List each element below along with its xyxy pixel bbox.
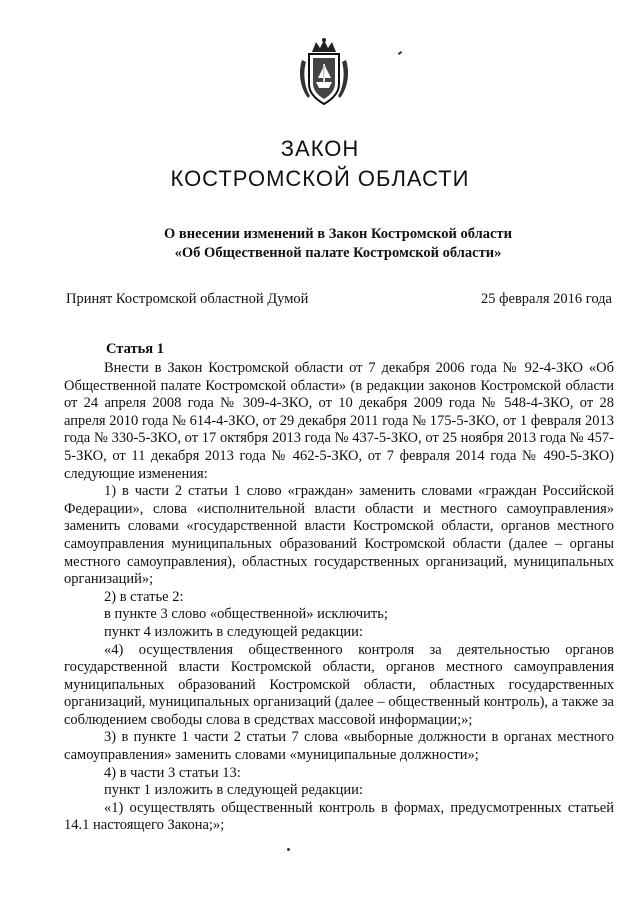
adoption-date: 25 февраля 2016 года — [480, 291, 612, 307]
scan-mark — [287, 848, 290, 851]
paragraph: в пункте 3 слово «общественной» исключить; — [104, 606, 388, 623]
law-subtitle — [0, 225, 640, 263]
paragraph: «4) осуществления общественного контроля за деятельностью органов государственной власти Костромской области, органов местного самоуправления муниципальных образований Костромской области, областных государственных организаций, муниципальных организаций (далее – общественный контроль), а также за соблюдением свободы слова в средствах массовой информации;»; — [64, 641, 614, 728]
paragraph: пункт 4 изложить в следующей редакции: — [104, 623, 363, 640]
paragraph: Внести в Закон Костромской области от 7 декабря 2006 года № 92-4-ЗКО «Об Общественной палате Костромской области» (в редакции законов Костромской области от 24 апреля 2008 года № 309-4-ЗКО, от 10 декабря 2009 года № 548-4-ЗКО, от 28 апреля 2010 года № 614-4-ЗКО, от 29 декабря 2011 года № 175-5-ЗКО, от 1 февраля 2013 года № 330-5-ЗКО, от 17 октября 2013 года № 437-5-ЗКО, от 25 ноября 2013 года № 457-5-ЗКО, от 11 декабря 2013 года № 462-5-ЗКО, от 7 февраля 2014 года № 490-5-ЗКО) следующие изменения: — [64, 360, 614, 482]
adopted-by: Принят Костромской областной Думой — [66, 291, 309, 307]
article-body — [64, 360, 614, 835]
region-title: КОСТРОМСКОЙ ОБЛАСТИ — [170, 166, 470, 191]
scan-mark — [398, 51, 402, 55]
paragraph: «1) осуществлять общественный контроль в формах, предусмотренных статьей 14.1 настоящего Закона;»; — [64, 799, 614, 834]
subtitle-line: О внесении изменений в Закон Костромской области — [164, 226, 512, 242]
coat-of-arms-emblem — [298, 38, 350, 108]
paragraph: 4) в части 3 статьи 13: — [104, 764, 241, 781]
subtitle-line: «Об Общественной палате Костромской области» — [174, 245, 502, 261]
paragraph: 1) в части 2 статьи 1 слово «граждан» заменить словами «граждан Российской Федерации», слова «исполнительной власти области и местного самоуправления» заменить словами «государственной власти Костромской области, органов местного самоуправления муниципальных образований Костромской области (далее – органы местного самоуправления), областных государственных организаций, муниципальных организаций»; — [64, 483, 614, 588]
law-title: ЗАКОН — [280, 136, 360, 161]
paragraph: 3) в пункте 1 части 2 статьи 7 слова «выборные должности в органах местного самоуправления» заменить словами «муниципальные должности»; — [64, 729, 614, 764]
article-title: Статья 1 — [106, 341, 164, 357]
paragraph: 2) в статье 2: — [104, 588, 184, 605]
paragraph: пункт 1 изложить в следующей редакции: — [104, 782, 363, 799]
